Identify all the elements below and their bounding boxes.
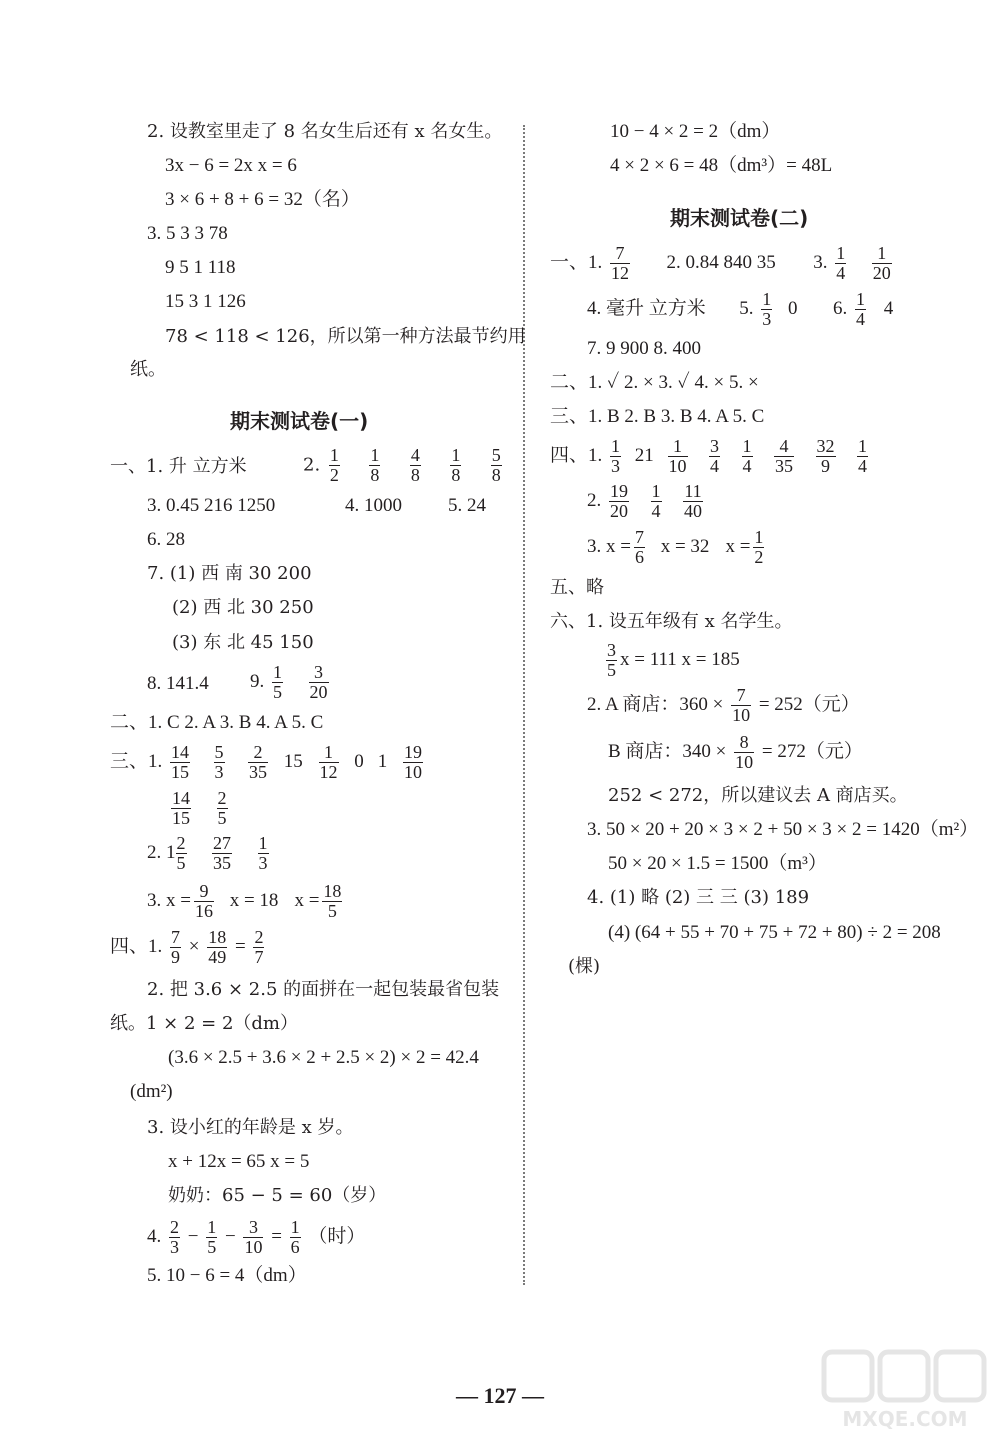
d4-item2: 2. $\frac{19}{20}$ $\frac{1}{4}$ $\frac{11}{40}$ xyxy=(587,481,702,521)
f6-item4b: (4) (64 + 55 + 70 + 75 + 72 + 80) ÷ 2 = 208 xyxy=(608,922,941,943)
fraction: $\frac{1}{6}$ xyxy=(290,1217,300,1257)
fraction: $\frac{32}{9}$ xyxy=(816,436,835,476)
fraction: $\frac{1}{3}$ xyxy=(611,436,621,476)
s4-item4: 4. $\frac{2}{3}$ − $\frac{1}{5}$ − $\frac{3}{10}$ = $\frac{1}{6}$ （时） xyxy=(147,1217,366,1257)
line-l3: 3 × 6 + 8 + 6 = 32（名） xyxy=(165,189,360,210)
fraction: $\frac{5}{3}$ xyxy=(214,742,224,782)
a1-line1: 一、1. $\frac{7}{12}$ 2. 0.84 840 35 3. $\frac{1}{4}$ $\frac{1}{20}$ xyxy=(550,243,891,283)
fraction: $\frac{1}{4}$ xyxy=(836,243,846,283)
s1-item9: 9. $\frac{1}{5}$ $\frac{3}{20}$ xyxy=(250,662,328,702)
svg-text:MXQE.COM: MXQE.COM xyxy=(842,1407,968,1431)
fraction: $\frac{1}{5}$ xyxy=(273,662,282,702)
fraction: $\frac{1}{2}$ xyxy=(754,527,764,567)
line-l4: 3. 5 3 3 78 xyxy=(147,223,228,244)
fraction: $\frac{19}{10}$ xyxy=(404,742,423,782)
s1-item7b: (2) 西 北 30 250 xyxy=(172,597,314,618)
s1-item3: 3. 0.45 216 1250 xyxy=(147,495,276,516)
s1-item1: 一、1. 升 立方米 xyxy=(110,456,247,477)
fraction: $\frac{7}{12}$ xyxy=(611,243,630,283)
f6-item2a: 2. A 商店：360 × $\frac{7}{10}$ = 252（元） xyxy=(587,685,860,725)
fraction: $\frac{1}{20}$ xyxy=(872,243,891,283)
fraction: $\frac{1}{3}$ xyxy=(258,833,268,873)
fraction: $\frac{18}{49}$ xyxy=(208,927,227,967)
c3-line: 三、1. B 2. B 3. B 4. A 5. C xyxy=(550,406,765,427)
fraction: $\frac{2}{7}$ xyxy=(254,927,264,967)
d4-item3: 3. x = $\frac{7}{6}$ x = 32 x = $\frac{1}{2}$ xyxy=(587,527,764,567)
f6-item2c: 252 < 272，所以建议去 A 商店买。 xyxy=(608,785,908,806)
line-l6: 15 3 1 126 xyxy=(165,291,246,312)
e5-line: 五、略 xyxy=(550,577,604,598)
s1-item8: 8. 141.4 xyxy=(147,673,209,694)
fraction: $\frac{1}{5}$ xyxy=(207,1217,217,1257)
fraction: $\frac{2}{35}$ xyxy=(249,742,268,782)
fraction: $\frac{7}{6}$ xyxy=(634,527,644,567)
line-l7: 78 < 118 < 126，所以第一种方法最节约用 xyxy=(165,326,526,347)
f6-item4c: (棵) xyxy=(568,956,601,977)
s1-item5: 5. 24 xyxy=(448,495,486,516)
fraction: $\frac{1}{10}$ xyxy=(668,436,687,476)
s4-item2c: (3.6 × 2.5 + 3.6 × 2 + 2.5 × 2) × 2 = 42.4 xyxy=(168,1047,479,1068)
a1-line2: 4. 毫升 立方米 5. $\frac{1}{3}$ 0 6. $\frac{1}{4}$ 4 xyxy=(587,289,894,329)
f6-item1: 六、1. 设五年级有 x 名学生。 xyxy=(550,611,793,632)
fraction: $\frac{9}{16}$ xyxy=(194,881,213,921)
fraction: $\frac{1}{8}$ xyxy=(451,445,461,485)
fraction: $\frac{2}{5}$ xyxy=(217,788,227,828)
fraction: $\frac{3}{4}$ xyxy=(710,436,720,476)
fraction: $\frac{3}{5}$ xyxy=(607,640,616,680)
s3-item3: 3. x = $\frac{9}{16}$ x = 18 x = $\frac{18}{5}$ xyxy=(147,881,342,921)
fraction: $\frac{1}{12}$ xyxy=(319,742,338,782)
s1-item7c: (3) 东 北 45 150 xyxy=(172,632,314,653)
fraction: $\frac{18}{5}$ xyxy=(323,881,342,921)
s4-item2a: 2. 把 3.6 × 2.5 的面拼在一起包装最省包装 xyxy=(147,979,500,1000)
fraction: $\frac{1}{4}$ xyxy=(856,289,866,329)
s1-item7a: 7. (1) 西 南 30 200 xyxy=(147,563,312,584)
fraction: $\frac{19}{20}$ xyxy=(610,481,628,521)
fraction: $\frac{4}{35}$ xyxy=(775,436,794,476)
fraction: $\frac{4}{8}$ xyxy=(410,445,420,485)
s3-item1-cont xyxy=(168,789,231,828)
watermark-logo xyxy=(820,1348,990,1434)
fraction: $\frac{3}{10}$ xyxy=(244,1217,263,1257)
fraction: $\frac{1}{8}$ xyxy=(370,445,380,485)
column-divider xyxy=(523,125,525,1285)
line-l5: 9 5 1 118 xyxy=(165,257,236,278)
section-title-1: 期末测试卷(一) xyxy=(230,409,369,433)
line-l8: 纸。 xyxy=(130,359,166,380)
f6-item3a: 3. 50 × 20 + 20 × 3 × 2 + 50 × 3 × 2 = 1420（m²） xyxy=(587,819,979,840)
fraction: $\frac{11}{40}$ xyxy=(684,481,702,521)
f6-item1b: $\frac{3}{5}$ x = 111 x = 185 xyxy=(607,640,740,680)
fraction: $\frac{27}{35}$ xyxy=(213,833,231,873)
line-r2: 4 × 2 × 6 = 48（dm³）= 48L xyxy=(610,155,833,176)
s4-item2b: 纸。1 × 2 = 2（dm） xyxy=(110,1013,298,1034)
f6-item3b: 50 × 20 × 1.5 = 1500（m³） xyxy=(608,853,827,874)
s4-item1: 四、1. $\frac{7}{9}$ × $\frac{18}{49}$ = $\frac{2}{7}$ xyxy=(110,927,264,967)
fraction: $\frac{7}{9}$ xyxy=(171,927,181,967)
fraction: $\frac{1}{2}$ xyxy=(329,445,339,485)
fraction: $\frac{1}{4}$ xyxy=(651,481,661,521)
s4-item3a: 3. 设小红的年龄是 x 岁。 xyxy=(147,1117,354,1138)
a1-line3: 7. 9 900 8. 400 xyxy=(587,338,701,359)
s3-item1: 三、1. $\frac{14}{15}$ $\frac{5}{3}$ $\frac{2}{35}$ 15 $\frac{1}{12}$ 0 1 $\frac{19}{10}$ xyxy=(110,742,423,782)
s4-item3c: 奶奶：65 − 5 = 60（岁） xyxy=(168,1185,387,1206)
fraction: $\frac{2}{5}$ xyxy=(176,833,186,873)
fraction: $\frac{7}{10}$ xyxy=(732,685,751,725)
s1-item6: 6. 28 xyxy=(147,529,185,550)
s4-item5: 5. 10 − 6 = 4（dm） xyxy=(147,1265,307,1286)
b2-line: 二、1. ✓ 2. × 3. ✓ 4. × 5. × xyxy=(550,372,759,393)
line-r1: 10 − 4 × 2 = 2（dm） xyxy=(610,121,781,142)
page-number: — 127 — xyxy=(456,1383,544,1408)
s1-item2: 2. $\frac{1}{2}$ $\frac{1}{8}$ $\frac{4}{8}$ $\frac{1}{8}$ $\frac{5}{8}$ xyxy=(303,445,501,485)
fraction: $\frac{1}{4}$ xyxy=(858,436,868,476)
s4-item2d: (dm²) xyxy=(130,1081,173,1102)
line-l2: 3x − 6 = 2x x = 6 xyxy=(165,155,297,176)
s4-item3b: x + 12x = 65 x = 5 xyxy=(168,1151,310,1172)
s2-line: 二、1. C 2. A 3. B 4. A 5. C xyxy=(110,712,324,733)
fraction: $\frac{14}{15}$ xyxy=(171,742,190,782)
fraction: $\frac{14}{15}$ xyxy=(172,788,190,828)
f6-item2b: B 商店：340 × $\frac{8}{10}$ = 272（元） xyxy=(608,732,863,772)
fraction: $\frac{3}{20}$ xyxy=(309,662,328,702)
s3-item2: 2. 1 $\frac{2}{5}$ $\frac{27}{35}$ $\frac{1}{3}$ xyxy=(147,833,268,873)
fraction: $\frac{5}{8}$ xyxy=(491,445,501,485)
fraction: $\frac{8}{10}$ xyxy=(735,732,754,772)
fraction: $\frac{2}{3}$ xyxy=(170,1217,179,1257)
section-title-2: 期末测试卷(二) xyxy=(670,206,809,230)
line-l1: 2. 设教室里走了 8 名女生后还有 x 名女生。 xyxy=(147,121,503,142)
fraction: $\frac{1}{4}$ xyxy=(742,436,752,476)
s1-item4: 4. 1000 xyxy=(345,495,402,516)
d4-item1: 四、1. $\frac{1}{3}$ 21 $\frac{1}{10}$ $\frac{3}{4}$ $\frac{1}{4}$ $\frac{4}{35}$ $\frac{32}{9}$ $\frac{1}{4}$ xyxy=(550,436,868,476)
f6-item4a: 4. (1) 略 (2) 三 三 (3) 189 xyxy=(587,887,810,908)
fraction: $\frac{1}{3}$ xyxy=(762,289,772,329)
